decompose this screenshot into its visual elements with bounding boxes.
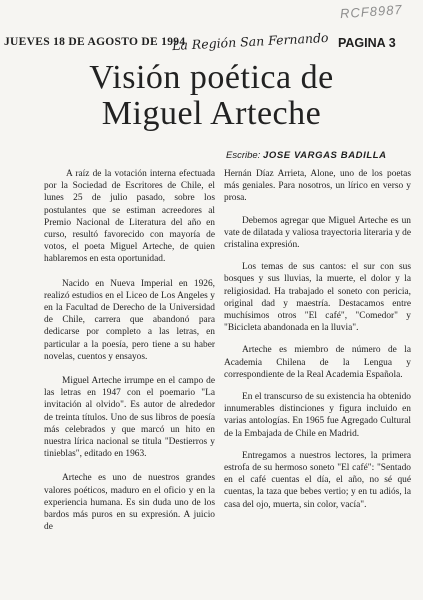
- paragraph: Los temas de sus cantos: el sur con sus bosques y sus lluvias, la muerte, el dolor y la religiosidad. Ha trabajado el soneto con pericia, original dad y maestría. Destacamos entre muchísimos otros "El café", "Comedor" y "Bicicleta abandonada en la lluvia".: [224, 262, 411, 334]
- paragraph: Hernán Díaz Arrieta, Alone, uno de los poetas más geniales. Para nosotros, un lírico en verso y prosa.: [224, 169, 411, 204]
- article-column-left: [44, 168, 215, 545]
- paragraph: En el transcurso de su existencia ha obtenido innumerables distinciones y figura incluido en varias antologías. En 1965 fue Agregado Cultural de la Embajada de Chile en Madrid.: [224, 392, 411, 439]
- paragraph: Arteche es miembro de número de la Academia Chilena de la Lengua y correspondiente de la Real Academia Española.: [224, 345, 411, 380]
- author-name: JOSE VARGAS BADILLA: [262, 150, 387, 161]
- page-header: [0, 29, 423, 54]
- title-line-1: Visión poética de: [89, 59, 334, 96]
- issue-date: JUEVES 18 DE AGOSTO DE 1994: [4, 36, 186, 48]
- byline-prefix: Escribe:: [226, 150, 261, 161]
- paragraph: Debemos agregar que Miguel Arteche es un vate de dilatada y valiosa trayectoria literaria y de cristalina expresión.: [224, 215, 411, 251]
- paragraph: Nacido en Nueva Imperial en 1926, realizó estudios en el Liceo de Los Angeles y en la Facultad de Derecho de la Universidad de Chile, carrera que abandonó para dedicarse por completo a las letras, en particular a la poesía, pero tiene a su haber novelas, cuentos y ensayos.: [44, 278, 215, 362]
- page-number: PAGINA 3: [338, 36, 396, 50]
- paragraph: A raíz de la votación interna efectuada por la Sociedad de Escritores de Chile, el lunes 25 de julio pasado, sobre los postulantes que se estiman acreedores al Premio Nacional de Literatura del año en curso, resultó favorecido con mayoría de votos, el poeta Miguel Arteche, de quien hablaremos en esta oportunidad.: [44, 169, 215, 265]
- article-column-right: [224, 168, 411, 521]
- archive-stamp: RCF8987: [339, 1, 404, 22]
- article-title: [0, 60, 423, 132]
- paragraph: Miguel Arteche irrumpe en el campo de las letras en 1947 con el poemario "La invitación al olvido". Es autor de alrededor de treinta títulos. Uno de sus libros de poesía más celebrados y que marcó un hito en nuestra lírica nacional se titula "Destierros y tinieblas", editado en 1963.: [44, 376, 215, 460]
- title-line-2: Miguel Arteche: [101, 95, 322, 132]
- paragraph: Entregamos a nuestros lectores, la primera estrofa de su hermoso soneto "El café": "Sentado en el café cuentas el día, el año, no sé qué cuentas, la taza que bebes vertio; y en tu adiós, la casa del ojo, muerta, sin color, vacía".: [224, 450, 411, 510]
- byline: [226, 150, 416, 161]
- handwritten-source-note: La Región San Fernando: [171, 29, 329, 54]
- paragraph: Arteche es uno de nuestros grandes valores poéticos, maduro en el oficio y en la experiencia humana. Es sin duda uno de los bardos más puros en su expresión. A juicio de: [44, 473, 215, 533]
